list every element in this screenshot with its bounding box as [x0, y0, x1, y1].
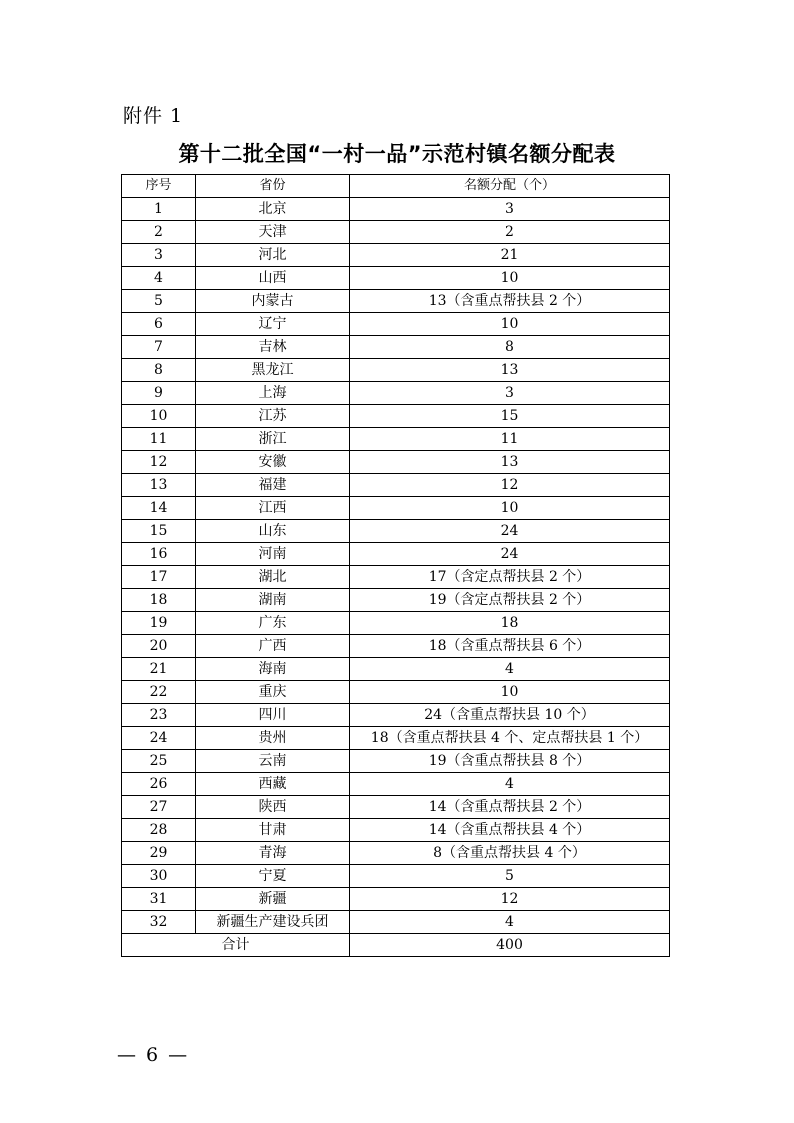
table-row	[122, 865, 670, 888]
table-row	[122, 359, 670, 382]
cell-index: 29	[122, 842, 196, 865]
table-row	[122, 451, 670, 474]
cell-index: 1	[122, 198, 196, 221]
quota-allocation-table	[121, 174, 670, 957]
cell-province: 山西	[196, 267, 350, 290]
cell-province: 甘肃	[196, 819, 350, 842]
table-total-row	[122, 934, 670, 957]
cell-province: 西藏	[196, 773, 350, 796]
cell-index: 2	[122, 221, 196, 244]
cell-index: 18	[122, 589, 196, 612]
cell-index: 31	[122, 888, 196, 911]
cell-quota: 8	[350, 336, 670, 359]
cell-province: 陕西	[196, 796, 350, 819]
cell-province: 新疆生产建设兵团	[196, 911, 350, 934]
cell-quota: 14（含重点帮扶县 2 个）	[350, 796, 670, 819]
cell-province: 山东	[196, 520, 350, 543]
cell-index: 21	[122, 658, 196, 681]
cell-index: 20	[122, 635, 196, 658]
cell-index: 23	[122, 704, 196, 727]
cell-quota: 21	[350, 244, 670, 267]
table-row	[122, 267, 670, 290]
table-body	[122, 198, 670, 934]
cell-index: 4	[122, 267, 196, 290]
cell-index: 22	[122, 681, 196, 704]
header-index: 序号	[122, 175, 196, 198]
cell-index: 3	[122, 244, 196, 267]
cell-index: 19	[122, 612, 196, 635]
cell-province: 湖南	[196, 589, 350, 612]
cell-quota: 13	[350, 359, 670, 382]
table-row	[122, 658, 670, 681]
cell-index: 28	[122, 819, 196, 842]
cell-quota: 14（含重点帮扶县 4 个）	[350, 819, 670, 842]
cell-province: 湖北	[196, 566, 350, 589]
cell-quota: 4	[350, 911, 670, 934]
cell-quota: 15	[350, 405, 670, 428]
cell-quota: 24（含重点帮扶县 10 个）	[350, 704, 670, 727]
header-province: 省份	[196, 175, 350, 198]
table-row	[122, 819, 670, 842]
attachment-label: 附件 1	[123, 105, 184, 127]
cell-index: 25	[122, 750, 196, 773]
cell-province: 北京	[196, 198, 350, 221]
cell-quota: 19（含重点帮扶县 8 个）	[350, 750, 670, 773]
cell-index: 17	[122, 566, 196, 589]
cell-quota: 5	[350, 865, 670, 888]
cell-index: 9	[122, 382, 196, 405]
table-row	[122, 313, 670, 336]
cell-index: 16	[122, 543, 196, 566]
table-row	[122, 911, 670, 934]
cell-quota: 13	[350, 451, 670, 474]
cell-province: 新疆	[196, 888, 350, 911]
cell-index: 30	[122, 865, 196, 888]
header-quota: 名额分配（个）	[350, 175, 670, 198]
cell-province: 江苏	[196, 405, 350, 428]
cell-province: 青海	[196, 842, 350, 865]
cell-province: 宁夏	[196, 865, 350, 888]
cell-quota: 3	[350, 382, 670, 405]
table-row	[122, 382, 670, 405]
cell-province: 江西	[196, 497, 350, 520]
cell-province: 贵州	[196, 727, 350, 750]
cell-quota: 2	[350, 221, 670, 244]
table-row	[122, 566, 670, 589]
cell-quota: 17（含定点帮扶县 2 个）	[350, 566, 670, 589]
cell-province: 浙江	[196, 428, 350, 451]
cell-province: 广西	[196, 635, 350, 658]
cell-index: 8	[122, 359, 196, 382]
cell-index: 13	[122, 474, 196, 497]
cell-index: 7	[122, 336, 196, 359]
table-row	[122, 635, 670, 658]
table-row	[122, 750, 670, 773]
table-row	[122, 543, 670, 566]
cell-quota: 18（含重点帮扶县 6 个）	[350, 635, 670, 658]
cell-province: 四川	[196, 704, 350, 727]
cell-index: 6	[122, 313, 196, 336]
cell-index: 26	[122, 773, 196, 796]
cell-province: 天津	[196, 221, 350, 244]
cell-quota: 12	[350, 474, 670, 497]
cell-index: 27	[122, 796, 196, 819]
cell-quota: 10	[350, 681, 670, 704]
cell-quota: 19（含定点帮扶县 2 个）	[350, 589, 670, 612]
cell-quota: 11	[350, 428, 670, 451]
cell-index: 14	[122, 497, 196, 520]
table-row	[122, 520, 670, 543]
table-row	[122, 405, 670, 428]
cell-index: 12	[122, 451, 196, 474]
cell-index: 5	[122, 290, 196, 313]
cell-quota: 18（含重点帮扶县 4 个、定点帮扶县 1 个）	[350, 727, 670, 750]
cell-province: 重庆	[196, 681, 350, 704]
table-row	[122, 773, 670, 796]
total-value: 400	[350, 934, 670, 957]
table-row	[122, 290, 670, 313]
table-row	[122, 497, 670, 520]
cell-province: 河南	[196, 543, 350, 566]
cell-province: 河北	[196, 244, 350, 267]
cell-index: 11	[122, 428, 196, 451]
cell-quota: 4	[350, 658, 670, 681]
cell-quota: 13（含重点帮扶县 2 个）	[350, 290, 670, 313]
table-row	[122, 727, 670, 750]
table-row	[122, 842, 670, 865]
cell-quota: 10	[350, 267, 670, 290]
cell-index: 15	[122, 520, 196, 543]
cell-province: 黑龙江	[196, 359, 350, 382]
cell-province: 安徽	[196, 451, 350, 474]
table-row	[122, 336, 670, 359]
cell-quota: 10	[350, 313, 670, 336]
total-label: 合计	[122, 934, 350, 957]
cell-quota: 12	[350, 888, 670, 911]
cell-province: 海南	[196, 658, 350, 681]
cell-province: 福建	[196, 474, 350, 497]
cell-province: 上海	[196, 382, 350, 405]
cell-province: 广东	[196, 612, 350, 635]
cell-province: 云南	[196, 750, 350, 773]
table-row	[122, 428, 670, 451]
page-number: — 6 —	[117, 1044, 190, 1066]
table-row	[122, 198, 670, 221]
cell-index: 32	[122, 911, 196, 934]
cell-quota: 10	[350, 497, 670, 520]
table-header-row	[122, 175, 670, 198]
cell-quota: 18	[350, 612, 670, 635]
cell-quota: 24	[350, 543, 670, 566]
cell-province: 内蒙古	[196, 290, 350, 313]
cell-quota: 24	[350, 520, 670, 543]
table-row	[122, 681, 670, 704]
table-row	[122, 221, 670, 244]
document-title: 第十二批全国“一村一品”示范村镇名额分配表	[178, 142, 616, 166]
cell-province: 吉林	[196, 336, 350, 359]
cell-quota: 4	[350, 773, 670, 796]
table-row	[122, 796, 670, 819]
table-row	[122, 612, 670, 635]
table-row	[122, 244, 670, 267]
cell-quota: 3	[350, 198, 670, 221]
table-row	[122, 888, 670, 911]
cell-index: 10	[122, 405, 196, 428]
table-row	[122, 589, 670, 612]
cell-quota: 8（含重点帮扶县 4 个）	[350, 842, 670, 865]
table-row	[122, 474, 670, 497]
cell-index: 24	[122, 727, 196, 750]
cell-province: 辽宁	[196, 313, 350, 336]
table-row	[122, 704, 670, 727]
